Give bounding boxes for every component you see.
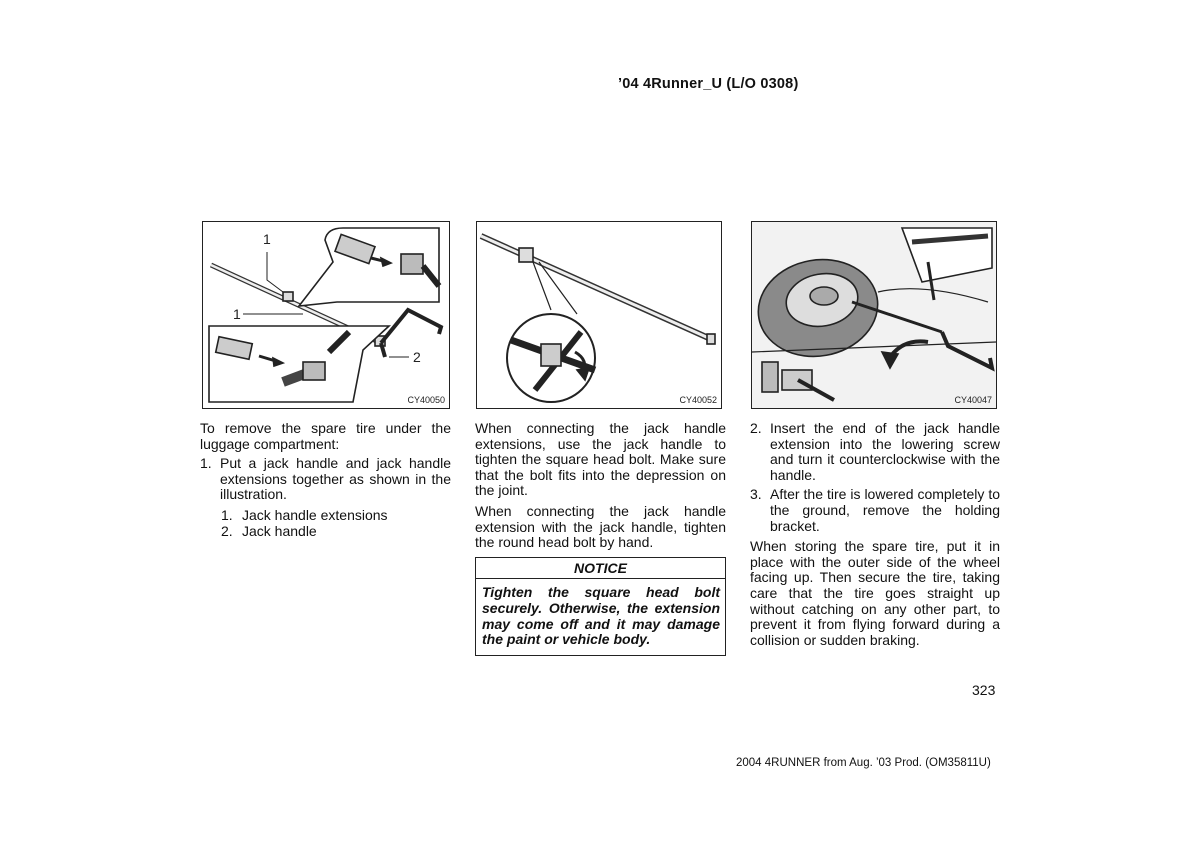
figure-code: CY40052 <box>679 395 717 405</box>
document-header: ’04 4Runner_U (L/O 0308) <box>618 76 799 92</box>
callout-2: 2 <box>413 349 421 365</box>
step-text: Insert the end of the jack handle extension into the lowering screw and turn it counterclockwise with the handle. <box>770 420 1000 483</box>
lowering-spare-tire-illustration <box>752 222 996 408</box>
paragraph-2: When connecting the jack handle extension with the jack handle, tighten the round head bolt by hand. <box>475 502 726 551</box>
step-number: 1. <box>200 455 212 472</box>
document-footer: 2004 4RUNNER from Aug. ’03 Prod. (OM35811U) <box>736 757 991 769</box>
sub-item-number: 1. <box>221 506 233 523</box>
column-1 <box>200 421 451 539</box>
step-number: 3. <box>750 486 762 503</box>
sub-item-number: 2. <box>221 522 233 539</box>
sub-item-1 <box>221 508 451 524</box>
jack-handle-assembly-illustration <box>203 222 449 408</box>
sub-item-text: Jack handle <box>242 522 317 539</box>
notice-box <box>475 557 726 656</box>
page-number: 323 <box>972 682 996 698</box>
column-2 <box>475 421 726 656</box>
step-3 <box>750 487 1000 534</box>
notice-text: Tighten the square head bolt securely. Otherwise, the extension may come off and it may damage the paint or vehicle body. <box>482 584 720 648</box>
step-2 <box>750 421 1000 483</box>
figure-code: CY40047 <box>954 395 992 405</box>
sub-item-text: Jack handle extensions <box>242 506 388 523</box>
storing-paragraph: When storing the spare tire, put it in place with the outer side of the wheel facing up. Then secure the tire, taking care that the tire goes straight up without catching on any other part, to prevent it from flying forward during a collision or sudden braking. <box>750 538 1000 648</box>
figure-lowering-spare-tire <box>751 221 997 409</box>
step-number: 2. <box>750 420 762 436</box>
figure-code: CY40050 <box>407 395 445 405</box>
paragraph-1: When connecting the jack handle extensions, use the jack handle to tighten the square head bolt. Make sure that the bolt fits into the depression on the joint. <box>475 420 726 499</box>
figure-extension-joint <box>476 221 722 409</box>
intro-paragraph: To remove the spare tire under the luggage compartment: <box>200 420 451 452</box>
column-3 <box>750 421 1000 648</box>
notice-title: NOTICE <box>476 558 725 580</box>
extension-joint-illustration <box>477 222 721 408</box>
callout-1-middle: 1 <box>233 306 241 322</box>
step-text: Put a jack handle and jack handle extensions together as shown in the illustration. <box>220 455 451 503</box>
sub-item-2 <box>221 524 451 540</box>
figure-jack-handle-assembly <box>202 221 450 409</box>
callout-1-top: 1 <box>263 231 271 247</box>
step-1 <box>200 456 451 503</box>
step-text: After the tire is lowered completely to the ground, remove the holding bracket. <box>770 486 1000 534</box>
